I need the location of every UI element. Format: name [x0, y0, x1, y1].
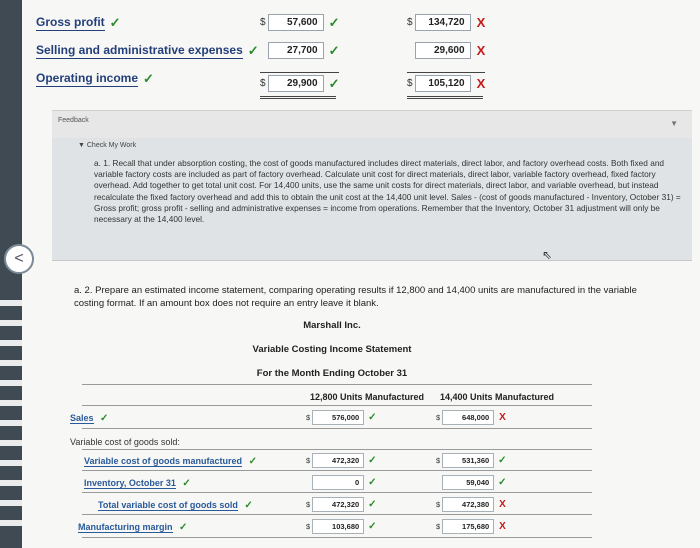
amount-input[interactable]: 29,600: [415, 42, 471, 59]
statement-period: For the Month Ending October 31: [256, 368, 408, 379]
check-icon: ✓: [368, 412, 377, 423]
gross-profit-col1: [260, 14, 339, 31]
check-icon: ✓: [143, 71, 154, 86]
vcgs-label: Variable cost of goods sold:: [70, 437, 180, 447]
check-icon: ✓: [368, 455, 377, 466]
vcgm-col2: $ 531,360 ✓: [436, 455, 507, 466]
dollar-sign: $: [260, 17, 266, 28]
row-label: Selling and administrative expenses: [36, 43, 243, 57]
cross-icon: X: [476, 15, 486, 30]
cross-icon: X: [499, 412, 506, 423]
inventory-col2: [436, 475, 507, 490]
amount-input[interactable]: 105,120: [415, 75, 471, 92]
statement-title: Variable Costing Income Statement: [252, 344, 412, 355]
dollar-sign: $: [260, 78, 266, 89]
amount-input[interactable]: 472,320: [312, 497, 364, 512]
sales-col2: $ 648,000 X: [436, 412, 506, 423]
amount-input[interactable]: 59,040: [442, 475, 494, 490]
check-icon: ✓: [328, 42, 340, 58]
col2-header: 14,400 Units Manufactured: [440, 392, 555, 402]
check-icon: ✓: [109, 15, 121, 30]
feedback-text: a. 1. Recall that under absorption costing, the cost of goods manufactured includes direct materials, direct labor, and factory overhead costs. Both fixed and variable factory costs are included as part of factory overhead. Calculate unit cost for direct materials, direct labor, variable factory overhead, fixed factory overhead. Add together to get total unit cost. For 14,400 units, use the same unit costs for direct materials, direct labor, and variable overhead, but instead recalculate the fixed factory overhead and add this to obtain the unit cost at the 14,400 unit level. Sales - (cost of goods manufactured - Inventory, October 31) = Gross profit; gross profit - selling and administrative expenses = income from operations. Remember that the Inventory, October 31 adjustment will only be necessary at the 14,400 level.: [94, 158, 681, 225]
check-icon: ✓: [328, 14, 340, 30]
gross-profit-row: [36, 12, 121, 34]
total-vcgs-col1: $ 472,320 ✓: [306, 499, 377, 510]
operating-income-col2: [407, 72, 485, 92]
cross-icon: X: [499, 521, 506, 532]
amount-input[interactable]: 57,600: [268, 14, 324, 31]
check-my-work-title: ▼ Check My Work: [78, 142, 137, 149]
margin-label: Manufacturing margin ✓: [78, 522, 188, 533]
selling-admin-row: [36, 40, 259, 62]
operating-income-col1: [260, 72, 339, 92]
col1-header: 12,800 Units Manufactured: [310, 392, 425, 402]
check-icon: ✓: [247, 43, 259, 58]
feedback-header[interactable]: [52, 110, 692, 139]
row-label: Gross profit: [36, 15, 105, 29]
margin-col2: $ 175,680 X: [436, 521, 506, 532]
page: [22, 0, 700, 548]
check-icon: ✓: [498, 477, 507, 488]
mouse-cursor-icon: ⇖: [542, 248, 553, 262]
check-icon: ✓: [328, 75, 340, 91]
check-icon: ✓: [498, 455, 507, 466]
feedback-label: Feedback: [58, 117, 89, 124]
cross-icon: X: [499, 499, 506, 510]
dollar-sign: $: [407, 17, 413, 28]
amount-input[interactable]: 576,000: [312, 410, 364, 425]
dollar-sign: $: [407, 78, 413, 89]
amount-input[interactable]: 134,720: [415, 14, 471, 31]
total-vcgs-label: Total variable cost of goods sold ✓: [98, 500, 253, 511]
selling-admin-col2: [407, 42, 485, 59]
amount-input[interactable]: 472,320: [312, 453, 364, 468]
margin-col1: $ 103,680 ✓: [306, 521, 377, 532]
gross-profit-col2: [407, 14, 485, 31]
check-icon: ✓: [368, 499, 377, 510]
check-icon: ✓: [368, 477, 377, 488]
amount-input[interactable]: 531,360: [442, 453, 494, 468]
amount-input[interactable]: 29,900: [268, 75, 324, 92]
amount-input[interactable]: 648,000: [442, 410, 494, 425]
operating-income-row: [36, 68, 154, 90]
chevron-left-icon: <: [14, 250, 24, 267]
total-vcgs-col2: $ 472,380 X: [436, 499, 506, 510]
row-label: Operating income: [36, 71, 139, 85]
sales-col1: $ 576,000 ✓: [306, 412, 377, 423]
selling-admin-col1: [260, 42, 339, 59]
company-name: Marshall Inc.: [303, 320, 361, 331]
feedback-panel: [52, 138, 692, 261]
amount-input[interactable]: 103,680: [312, 519, 364, 534]
sales-label: Sales ✓: [70, 413, 109, 424]
amount-input[interactable]: 0: [312, 475, 364, 490]
inventory-col1: [306, 475, 377, 490]
inventory-label: Inventory, October 31 ✓: [84, 478, 191, 489]
amount-input[interactable]: 472,380: [442, 497, 494, 512]
cross-icon: X: [476, 76, 486, 91]
check-icon: ✓: [368, 521, 377, 532]
amount-input[interactable]: 27,700: [268, 42, 324, 59]
amount-input[interactable]: 175,680: [442, 519, 494, 534]
previous-arrow-button[interactable]: [4, 244, 34, 274]
cross-icon: X: [476, 43, 486, 58]
collapse-icon[interactable]: ▼: [670, 119, 678, 128]
question-text: a. 2. Prepare an estimated income statement, comparing operating results if 12,800 and 14,400 units are manufactured in the variable costing format. If an amount box does not require an entry leave it blank.: [74, 285, 637, 309]
vcgm-col1: $ 472,320 ✓: [306, 455, 377, 466]
vcgm-label: Variable cost of goods manufactured ✓: [84, 456, 257, 467]
